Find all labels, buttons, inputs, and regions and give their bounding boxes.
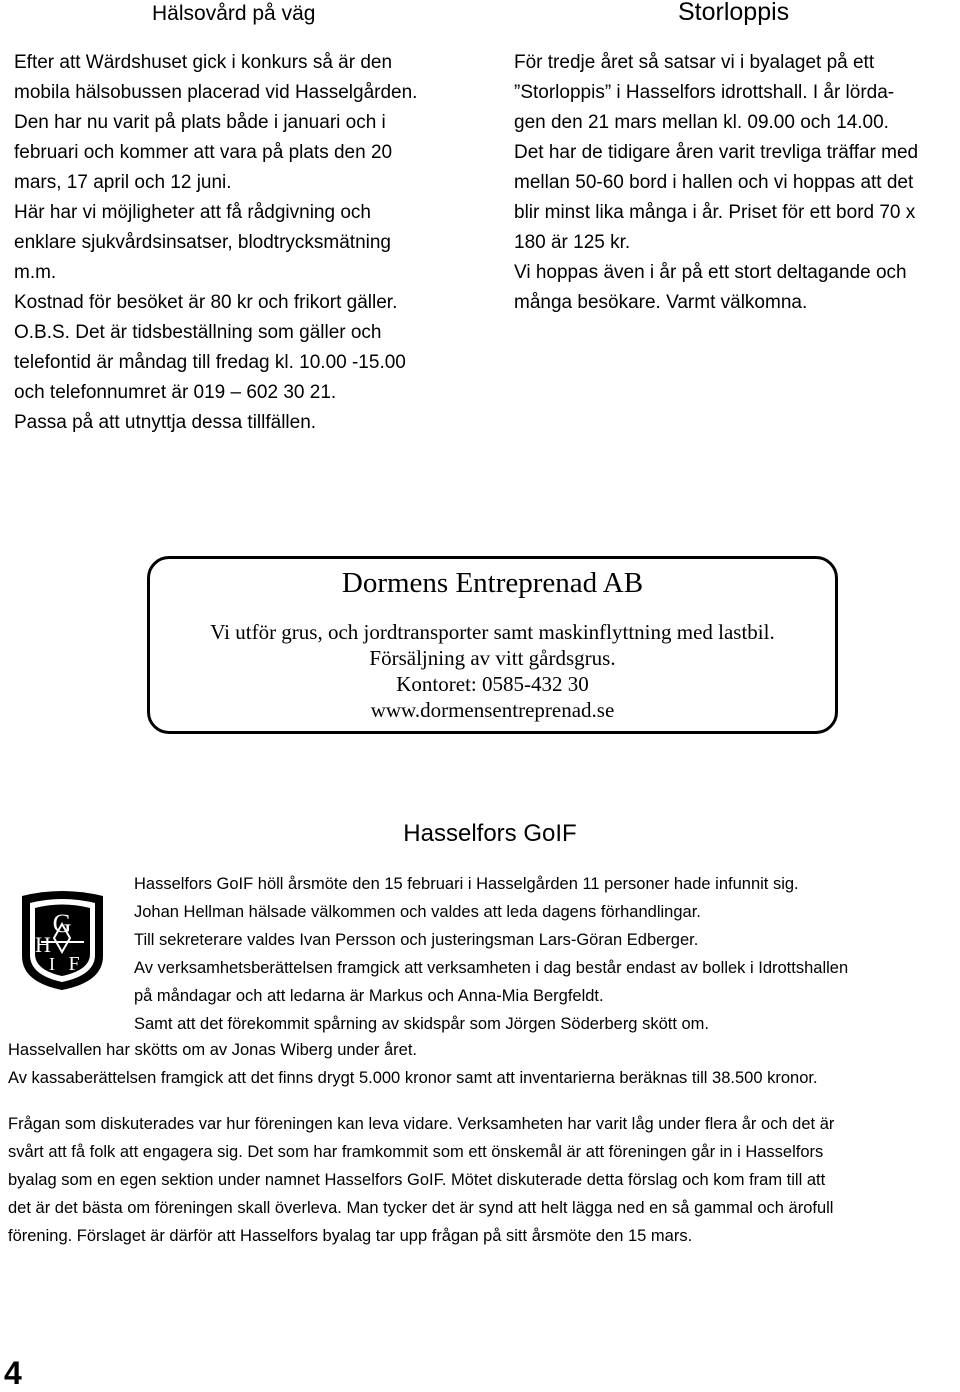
- advertisement-box: [147, 556, 838, 734]
- golf-line: Frågan som diskuterades var hur föreningen kan leva vidare. Verksamheten har varit låg under flera år och det är: [8, 1115, 835, 1133]
- health-line: enklare sjukvårdsinsatser, blodtrycksmätning: [14, 232, 392, 253]
- golf-line: Hasselvallen har skötts om av Jonas Wiberg under året.: [8, 1041, 418, 1059]
- golf-line: Samt att det förekommit spårning av skidspår som Jörgen Söderberg skött om.: [134, 1015, 710, 1033]
- ad-body: [150, 619, 835, 723]
- golf-line: Av kassaberättelsen framgick att det finns drygt 5.000 kronor samt att inventarierna beräknas till 38.500 kronor.: [8, 1069, 818, 1087]
- golf-line: Johan Hellman hälsade välkommen och valdes att leda dagens förhandlingar.: [134, 903, 701, 921]
- golf-line: byalag som en egen sektion under namnet Hasselfors GoIF. Mötet diskuterade detta förslag och kom fram till att: [8, 1171, 826, 1189]
- ad-line: Kontoret: 0585-432 30: [396, 672, 589, 696]
- flea-body: [514, 48, 960, 318]
- ad-title: Dormens Entreprenad AB: [341, 567, 644, 599]
- ad-website[interactable]: www.dormensentreprenad.se: [370, 698, 615, 722]
- golf-line: Hasselfors GoIF höll årsmöte den 15 februari i Hasselgården 11 personer hade infunnit sig.: [134, 875, 799, 893]
- health-line: O.B.S. Det är tidsbeställning som gäller och: [14, 322, 382, 343]
- golf-indented-text: [134, 870, 848, 1038]
- flea-line: 180 är 125 kr.: [514, 232, 631, 253]
- ad-line: Försäljning av vitt gårdsgrus.: [369, 646, 616, 670]
- golf-line: svårt att få folk att engagera sig. Det som har framkommit som ett önskemål är att föreningen går in i Hasselfors: [8, 1143, 824, 1161]
- golf-line: det är det bästa om föreningen skall överleva. Man tycker det är synd att helt lägga ned en så gammal och ärofull: [8, 1199, 834, 1217]
- health-line: Passa på att utnyttja dessa tillfällen.: [14, 412, 317, 433]
- health-line: Kostnad för besöket är 80 kr och frikort gäller.: [14, 292, 398, 313]
- golf-full-text: [8, 1036, 818, 1092]
- golf-line: Av verksamhetsberättelsen framgick att verksamheten i dag består endast av bollek i Idrottshallen: [134, 959, 849, 977]
- health-line: Den har nu varit på plats både i januari och i: [14, 112, 386, 133]
- health-line: februari och kommer att vara på plats den 20: [14, 142, 393, 163]
- flea-line: mellan 50-60 bord i hallen och vi hoppas att det: [514, 172, 914, 193]
- health-line: mobila hälsobussen placerad vid Hasselgården.: [14, 82, 418, 103]
- ad-line: Vi utför grus, och jordtransporter samt maskinflyttning med lastbil.: [210, 620, 775, 644]
- flea-heading: Storloppis: [678, 0, 790, 26]
- flea-line: gen den 21 mars mellan kl. 09.00 och 14.00.: [514, 112, 889, 133]
- health-body: [14, 48, 464, 438]
- golf-line: Till sekreterare valdes Ivan Persson och justeringsman Lars-Göran Edberger.: [134, 931, 699, 949]
- flea-line: många besökare. Varmt välkomna.: [514, 292, 808, 313]
- flea-line: För tredje året så satsar vi i byalaget på ett: [514, 52, 875, 73]
- logo-letter-h: H: [35, 932, 51, 957]
- hasselfors-goif-logo-icon: [10, 886, 115, 991]
- logo-letter-g: G: [52, 909, 72, 938]
- golf-line: på måndagar och att ledarna är Markus och Anna-Mia Bergfeldt.: [134, 987, 604, 1005]
- golf-line: förening. Förslaget är därför att Hasselfors byalag tar upp frågan på sitt årsmöte den 15 mars.: [8, 1227, 693, 1245]
- health-line: Här har vi möjligheter att få rådgivning och: [14, 202, 371, 223]
- logo-letter-f: F: [68, 953, 80, 975]
- health-line: mars, 17 april och 12 juni.: [14, 172, 232, 193]
- health-line: telefontid är måndag till fredag kl. 10.00 -15.00: [14, 352, 406, 373]
- flea-line: ”Storloppis” i Hasselfors idrottshall. I år lörda-: [514, 82, 895, 103]
- health-heading: Hälsovård på väg: [152, 2, 316, 25]
- golf-heading: Hasselfors GoIF: [403, 820, 577, 847]
- health-line: m.m.: [14, 262, 57, 283]
- page-number: 4: [4, 1355, 22, 1391]
- flea-line: Det har de tidigare åren varit trevliga träffar med: [514, 142, 919, 163]
- flea-line: blir minst lika många i år. Priset för ett bord 70 x: [514, 202, 916, 223]
- health-line: och telefonnumret är 019 – 602 30 21.: [14, 382, 337, 403]
- flea-line: Vi hoppas även i år på ett stort deltagande och: [514, 262, 907, 283]
- health-line: Efter att Wärdshuset gick i konkurs så är den: [14, 52, 393, 73]
- golf-paragraph: [8, 1110, 834, 1250]
- logo-letter-i: I: [49, 954, 55, 974]
